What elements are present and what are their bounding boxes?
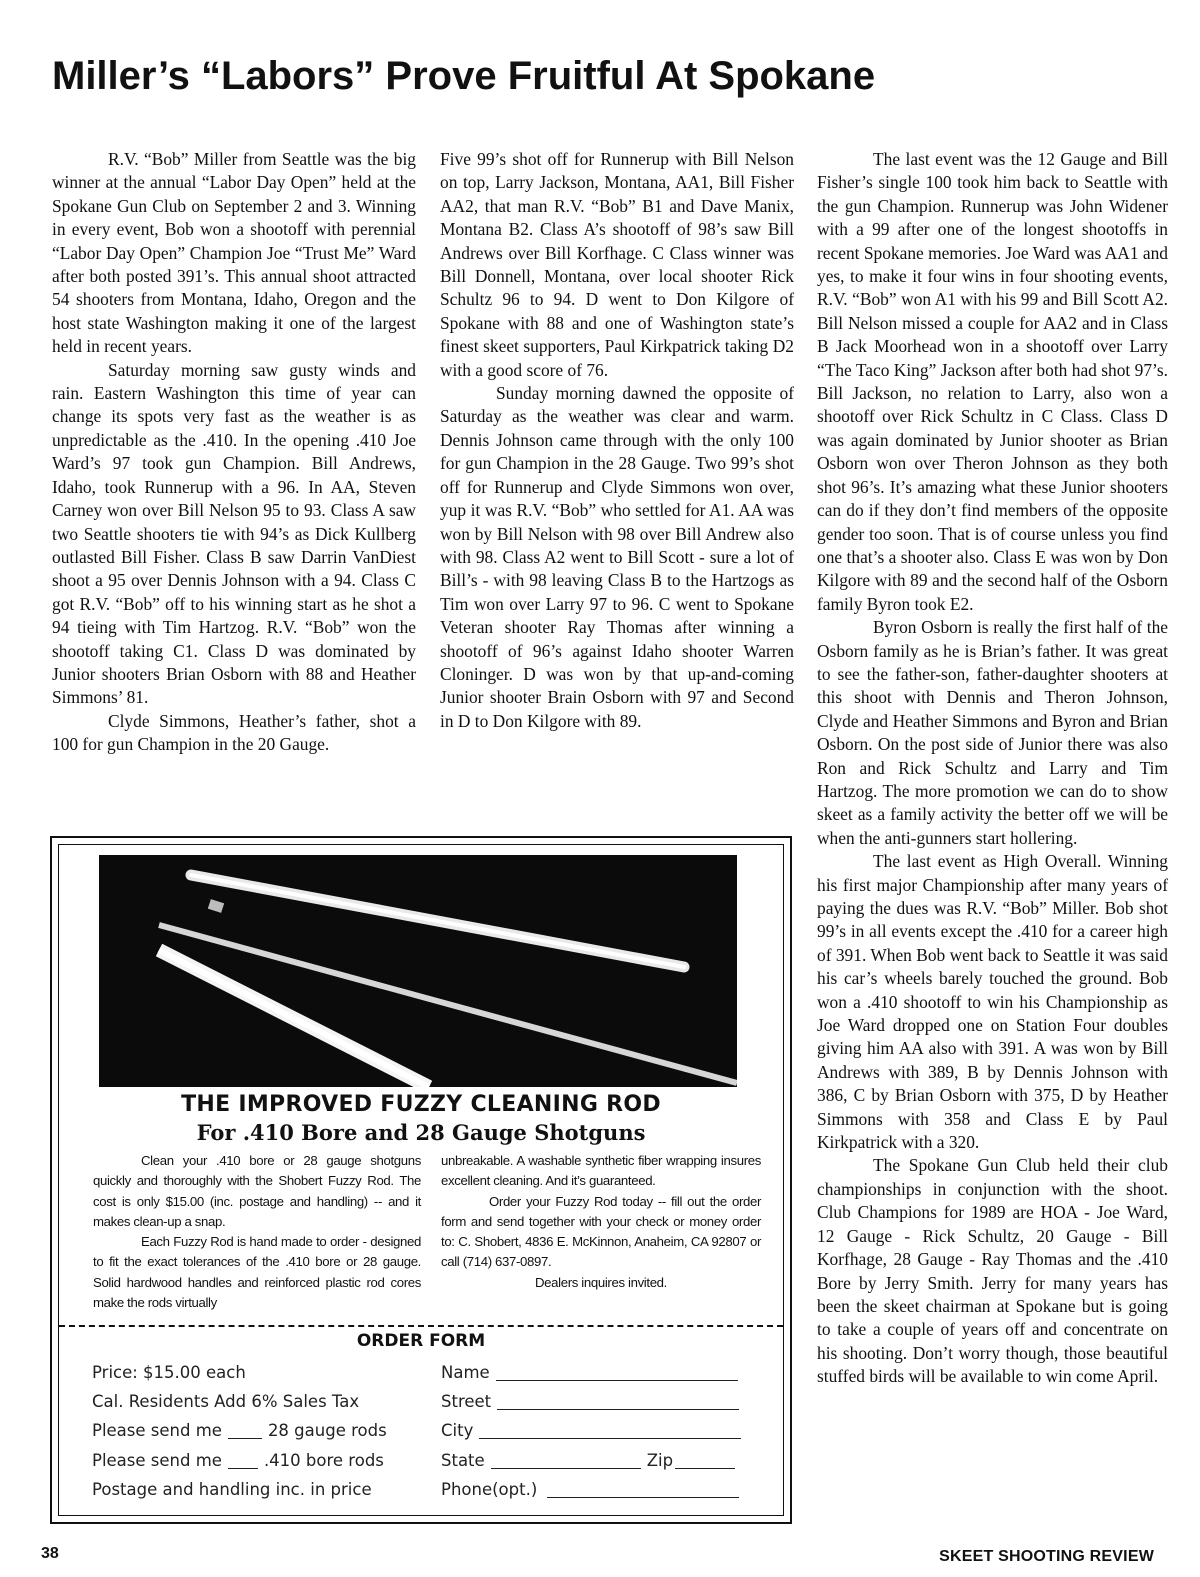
- send-28-suffix: 28 gauge rods: [267, 1421, 387, 1441]
- send-410-suffix: .410 bore rods: [263, 1450, 384, 1470]
- publication-name: SKEET SHOOTING REVIEW: [939, 1548, 1154, 1565]
- article-column-3: [817, 148, 1168, 1389]
- street-row: [441, 1387, 761, 1416]
- order-410-bore-line: [92, 1446, 432, 1475]
- order-form-left: [92, 1358, 432, 1504]
- ad-paragraph: Clean your .410 bore or 28 gauge shotguns quickly and thoroughly with the Shobert Fuzzy Rod. The cost is only $15.00 (inc. postage and handling) -- and it makes clean-up a snap.: [93, 1153, 421, 1229]
- order-tax-note: Cal. Residents Add 6% Sales Tax: [92, 1392, 360, 1412]
- article-paragraph: The last event as High Overall. Winning his first major Championship after many years of paying the dues was R.V. “Bob” Miller. Bob shot 99’s in all events except the .410 for a career high of 391. When Bob went back to Seattle it was said his car’s wheels barely touched the ground. Bob won a .410 shootoff to win his Championship as Joe Ward dropped one on Station Four doubles giving him AA also with 391. A was won by Bill Andrews with 389, B by Dennis Johnson with 386, C by Brian Osborn with 375, D by Heather Simmons with 358 and Class E by Paul Kirkpatrick with a 320.: [817, 851, 1168, 1153]
- article-paragraph: The last event was the 12 Gauge and Bill Fisher’s single 100 took him back to Seattle with the gun Champion. Runnerup was John Widener with a 99 after one of the longest shootoffs in recent Spokane memories. Joe Ward was AA1 and yes, to make it four wins in four shooting events, R.V. “Bob” won A1 with his 99 and Bill Scott A2. Bill Nelson missed a couple for AA2 and in Class B Jack Moorhead won in a shootoff over Larry “The Taco King” Jackson after both had shot 97’s. Bill Jackson, no relation to Larry, also won a shootoff over Rick Schultz in C Class. Class D was again dominated by Junior shooter as Brian Osborn won over Theron Johnson as they both shot 96’s. It’s amazing what these Junior shooters can do if they don’t find members of the opposite gender too soon. That is of course unless you find one that’s a shooter also. Class E was won by Don Kilgore with 89 and the second half of the Osborn family Byron took E2.: [817, 149, 1168, 614]
- order-form-cut-line: [59, 1325, 783, 1327]
- city-field[interactable]: [479, 1422, 741, 1439]
- article-paragraph: Saturday morning saw gusty winds and rain. Eastern Washington this time of year can change its spots very fast as the weather is as unpredictable as the .410. In the opening .410 Joe Ward’s 97 took gun Champion. Bill Andrews, Idaho, took Runnerup with a 96. In AA, Steven Carney won over Bill Nelson 95 to 93. Class A saw two Seattle shooters tie with 94’s as Dick Kullberg outlasted Bill Fisher. Class B saw Darrin VanDiest shoot a 95 over Dennis Johnson with a 94. Class C got R.V. “Bob” off to his winning start as he shot a 94 tieing with Tim Hartzog. R.V. “Bob” won the shootoff taking C1. Class D was dominated by Junior shooters Brian Osborn with 88 and Heather Simmons’ 81.: [52, 359, 416, 708]
- ad-subheadline: For .410 Bore and 28 Gauge Shotguns: [196, 1120, 646, 1145]
- article-headline: Miller’s “Labors” Prove Fruitful At Spokane: [52, 54, 876, 98]
- article-paragraph: Five 99’s shot off for Runnerup with Bill Nelson on top, Larry Jackson, Montana, AA1, Bill Fisher AA2, that man R.V. “Bob” B1 and Dave Manix, Montana B2. Class A’s shootoff of 98’s saw Bill Andrews over Bill Korfhage. C Class winner was Bill Donnell, Montana, over local shooter Rick Schultz 96 to 94. D went to Don Kilgore of Spokane with 88 and one of Washington state’s finest skeet supporters, Paul Kirkpatrick taking D2 with a good score of 76.: [440, 149, 794, 380]
- street-field[interactable]: [497, 1393, 739, 1410]
- phone-label: Phone(opt.): [441, 1479, 538, 1499]
- street-label: Street: [441, 1392, 492, 1412]
- phone-row: [441, 1475, 761, 1504]
- ad-headline: THE IMPROVED FUZZY CLEANING ROD: [181, 1092, 661, 1117]
- fuzzy-rod-advertisement: [50, 836, 792, 1524]
- article-column-2: [440, 148, 794, 733]
- article-paragraph: Sunday morning dawned the opposite of Saturday as the weather was clear and warm. Dennis Johnson came through with the only 100 for gun Champion in the 28 Gauge. Two 99’s shot off for Runnerup and Clyde Simmons won over, yup it was R.V. “Bob” who settled for A1. AA was won by Bill Nelson with 98 over Bill Andrew also with 98. Class A2 went to Bill Scott - sure a lot of Bill’s - with 98 leaving Class B to the Hartzogs as Tim won over Larry 97 to 96. C went to Spokane Veteran shooter Ray Thomas after winning a shootoff of 96’s against Idaho shooter Warren Cloninger. D was won by that up-and-coming Junior shooter Brain Osborn with 97 and Second in D to Don Kilgore with 89.: [440, 383, 794, 731]
- send-label: Please send me: [92, 1421, 222, 1441]
- city-row: [441, 1416, 761, 1445]
- order-form-right: [441, 1358, 761, 1504]
- order-form-title: ORDER FORM: [356, 1331, 486, 1351]
- ad-paragraph: Each Fuzzy Rod is hand made to order - designed to fit the exact tolerances of the .410 bore or 28 gauge. Solid hardwood handles and reinforced plastic rod cores make the rods virtually: [93, 1234, 421, 1311]
- cleaning-rods-image: [99, 855, 737, 1087]
- page-number: 38: [41, 1545, 59, 1562]
- ad-copy-column-2: [441, 1151, 761, 1293]
- send-label: Please send me: [92, 1450, 222, 1470]
- name-label: Name: [441, 1363, 490, 1382]
- state-zip-row: [441, 1446, 761, 1475]
- cleaning-rod-photo: [99, 855, 737, 1087]
- zip-label: Zip: [646, 1450, 674, 1470]
- article-paragraph: Clyde Simmons, Heather’s father, shot a 100 for gun Champion in the 20 Gauge.: [52, 710, 416, 755]
- quantity-410-bore-field[interactable]: [228, 1452, 258, 1469]
- article-paragraph: The Spokane Gun Club held their club championships in conjunction with the shoot. Club Champions for 1989 are HOA - Joe Ward, 12 Gauge - Rick Schultz, 20 Gauge - Bill Korfhage, 28 Gauge - Ray Thomas and the .410 Bore by Jerry Smith. Jerry for many years has been the skeet chairman at Spokane but is going to take a couple of years off and concentrate on his shooting. Don’t worry though, those beautiful stuffed birds will be available to win come April.: [817, 1155, 1168, 1387]
- order-price: Price: $15.00 each: [92, 1363, 246, 1382]
- order-postage-note: Postage and handling inc. in price: [92, 1479, 372, 1499]
- article-paragraph: Byron Osborn is really the first half of the Osborn family as he is Brian’s father. It was great to see the father-son, father-daughter shooters at this shoot with Dennis and Theron Johnson, Clyde and Heather Simmons and Byron and Brian Osborn. On the post side of Junior there was also Ron and Rick Schultz and Larry and Tim Hartzog. The more promotion we can do to show skeet as a family activity the better off we will be when the anti-gunners start hollering.: [817, 617, 1168, 848]
- ad-paragraph: unbreakable. A washable synthetic fiber wrapping insures excellent cleaning. And it’s guaranteed.: [441, 1153, 761, 1189]
- article-column-1: [52, 148, 416, 757]
- ad-copy-column-1: [93, 1151, 421, 1313]
- name-field[interactable]: [496, 1364, 738, 1381]
- ad-inner-border: [58, 844, 784, 1516]
- city-label: City: [441, 1421, 474, 1441]
- order-28-gauge-line: [92, 1416, 432, 1445]
- article-paragraph: R.V. “Bob” Miller from Seattle was the big winner at the annual “Labor Day Open” held at the Spokane Gun Club on September 2 and 3. Winning in every event, Bob won a shootoff with perennial “Labor Day Open” Champion Joe “Trust Me” Ward after both posted 391’s. This annual shoot attracted 54 shooters from Montana, Idaho, Oregon and the host state Washington making it one of the largest held in recent years.: [52, 149, 416, 357]
- state-field[interactable]: [491, 1452, 641, 1469]
- ad-paragraph: Order your Fuzzy Rod today -- fill out the order form and send together with your check or money order to: C. Shobert, 4836 E. McKinnon, Anaheim, CA 92807 or call (714) 637-0897.: [441, 1193, 761, 1270]
- phone-field[interactable]: [547, 1481, 739, 1498]
- quantity-28-gauge-field[interactable]: [228, 1422, 262, 1439]
- ad-dealers-note: Dealers inquires invited.: [535, 1274, 667, 1290]
- zip-field[interactable]: [675, 1452, 735, 1469]
- name-row: [441, 1358, 761, 1387]
- state-label: State: [441, 1450, 485, 1470]
